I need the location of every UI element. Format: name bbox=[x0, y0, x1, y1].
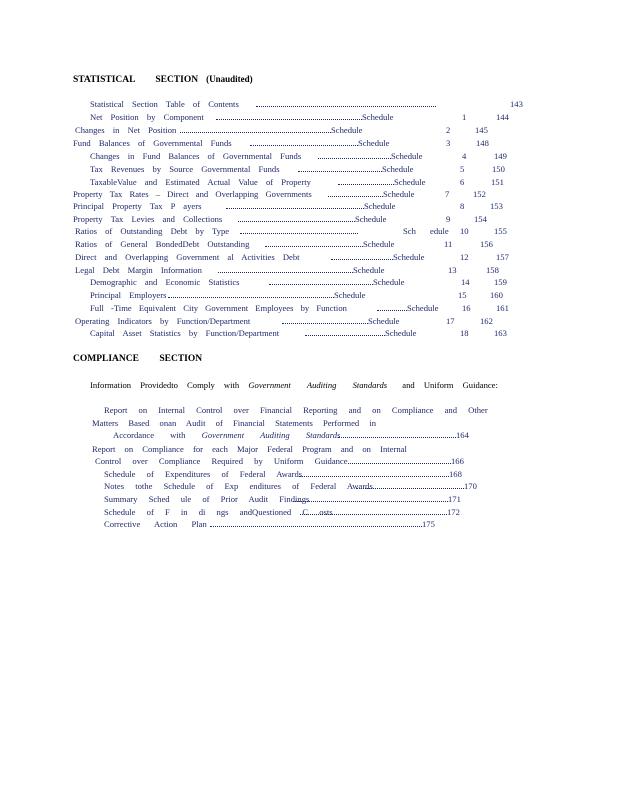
toc-entry-page: 145 bbox=[475, 125, 488, 135]
toc-row-capital-asset[interactable] bbox=[0, 328, 618, 339]
compliance-row-internal-control-3[interactable] bbox=[0, 430, 618, 441]
toc-entry-number: 15 bbox=[458, 290, 467, 300]
toc-entry-number: 3 bbox=[446, 138, 451, 148]
compliance-entry-title: Schedule of Expenditures of Federal Awards bbox=[104, 469, 303, 479]
statistical-section-heading bbox=[73, 74, 253, 85]
toc-row-statistical-contents[interactable] bbox=[0, 99, 618, 110]
compliance-entry-title: Report on Compliance for each Major Federal Program and on Internal bbox=[92, 444, 407, 454]
toc-entry-page: 144 bbox=[496, 112, 509, 122]
dot-leader bbox=[298, 171, 382, 172]
toc-row-operating-indicators[interactable] bbox=[0, 316, 618, 327]
toc-entry-schedule: Schedule bbox=[353, 265, 385, 275]
toc-row-taxable-value[interactable] bbox=[0, 177, 618, 188]
compliance-row-expenditures[interactable] bbox=[0, 469, 618, 480]
compliance-entry-title: Control over Compliance Required by Uniform Guidance bbox=[95, 456, 348, 466]
toc-entry-page: 156 bbox=[480, 239, 493, 249]
dot-leader bbox=[356, 488, 464, 489]
toc-entry-schedule: Schedule bbox=[383, 189, 415, 199]
toc-entry-page: 162 bbox=[480, 316, 493, 326]
toc-entry-number: 18 bbox=[460, 328, 469, 338]
toc-entry-schedule: Schedule bbox=[355, 214, 387, 224]
toc-entry-number: 1 bbox=[462, 112, 467, 122]
toc-entry-page: 152 bbox=[473, 189, 486, 199]
toc-entry-schedule: Schedule bbox=[368, 316, 400, 326]
dot-leader bbox=[377, 310, 407, 311]
toc-entry-page: 150 bbox=[492, 164, 505, 174]
compliance-row-notes[interactable] bbox=[0, 481, 618, 492]
dot-leader bbox=[168, 297, 334, 298]
toc-entry-title: Ratios of Outstanding Debt by Type bbox=[75, 226, 230, 236]
toc-entry-number: 4 bbox=[462, 151, 467, 161]
toc-row-ratios-outstanding-debt[interactable] bbox=[0, 226, 618, 237]
toc-row-principal-taxpayers[interactable] bbox=[0, 201, 618, 212]
compliance-section-heading bbox=[73, 354, 202, 364]
compliance-row-internal-control-1[interactable] bbox=[0, 405, 618, 416]
toc-entry-page: 157 bbox=[496, 252, 509, 262]
compliance-section-title: COMPLIANCE SECTION bbox=[73, 354, 203, 364]
compliance-row-corrective-action[interactable] bbox=[0, 519, 618, 530]
compliance-intro-prefix: Information Providedto Comply with bbox=[90, 380, 240, 390]
compliance-entry-page: 164 bbox=[456, 430, 469, 440]
compliance-row-major-program-1 bbox=[0, 444, 618, 455]
dot-leader bbox=[282, 323, 368, 324]
toc-entry-schedule: Schedule bbox=[363, 239, 395, 249]
compliance-entry-title: Schedule of F in di ngs andQuestioned C osts bbox=[104, 507, 333, 517]
compliance-intro-suffix: and Uniform Guidance: bbox=[402, 380, 498, 390]
toc-entry-title: Changes in Fund Balances of Governmental Funds bbox=[90, 151, 302, 161]
dot-leader bbox=[338, 184, 394, 185]
dot-leader bbox=[210, 526, 422, 527]
toc-entry-title: Statistical Section Table of Contents bbox=[90, 99, 239, 109]
toc-entry-number: 8 bbox=[460, 201, 465, 211]
dot-leader bbox=[318, 158, 391, 159]
toc-entry-number: 2 bbox=[446, 125, 451, 135]
compliance-entry-page: 170 bbox=[464, 481, 477, 491]
toc-entry-schedule: Schedule bbox=[382, 164, 414, 174]
compliance-entry-page: 166 bbox=[451, 456, 464, 466]
toc-entry-number: 11 bbox=[444, 239, 453, 249]
toc-entry-number: 9 bbox=[446, 214, 451, 224]
toc-entry-schedule: Schedule bbox=[385, 328, 417, 338]
toc-entry-schedule: Sch edule bbox=[403, 226, 449, 236]
toc-row-changes-fund-balances[interactable] bbox=[0, 151, 618, 162]
toc-row-legal-debt-margin[interactable] bbox=[0, 265, 618, 276]
toc-row-changes-net-position[interactable] bbox=[0, 125, 618, 136]
toc-entry-title: Property Tax Levies and Collections bbox=[73, 214, 223, 224]
toc-entry-number: 7 bbox=[445, 189, 450, 199]
toc-entry-title: Operating Indicators by Function/Department bbox=[75, 316, 251, 326]
toc-row-principal-employers[interactable] bbox=[0, 290, 618, 301]
toc-entry-title: Direct and Overlapping Government al Activities Debt bbox=[75, 252, 300, 262]
toc-entry-schedule: Schedule bbox=[331, 125, 363, 135]
dot-leader bbox=[238, 221, 355, 222]
toc-entry-title: Tax Revenues by Source Governmental Funds bbox=[90, 164, 280, 174]
toc-entry-page: 143 bbox=[510, 99, 523, 109]
toc-entry-schedule: Schedule bbox=[373, 277, 405, 287]
toc-entry-schedule: Schedule bbox=[364, 201, 396, 211]
compliance-row-internal-control-2 bbox=[0, 418, 618, 429]
compliance-entry-page: 172 bbox=[447, 507, 460, 517]
dot-leader bbox=[218, 272, 353, 273]
toc-row-demographic[interactable] bbox=[0, 277, 618, 288]
toc-entry-title: Legal Debt Margin Information bbox=[75, 265, 202, 275]
toc-entry-page: 155 bbox=[494, 226, 507, 236]
toc-entry-title: Demographic and Economic Statistics bbox=[90, 277, 240, 287]
compliance-entry-title: Report on Internal Control over Financial Reporting and on Compliance and Other bbox=[104, 405, 488, 415]
compliance-intro bbox=[90, 380, 498, 390]
toc-entry-page: 161 bbox=[496, 303, 509, 313]
toc-entry-title: Principal Property Tax P ayers bbox=[73, 201, 202, 211]
dot-leader bbox=[269, 284, 373, 285]
toc-row-fund-balances[interactable] bbox=[0, 138, 618, 149]
toc-row-fte-employees[interactable] bbox=[0, 303, 618, 314]
compliance-entry-title: Summary Sched ule of Prior Audit Findings bbox=[104, 494, 310, 504]
compliance-intro-italic: Government Auditing Standards bbox=[248, 380, 388, 390]
dot-leader bbox=[328, 196, 383, 197]
toc-entry-number: 17 bbox=[446, 316, 455, 326]
toc-entry-title: Fund Balances of Governmental Funds bbox=[73, 138, 232, 148]
toc-entry-number: 6 bbox=[460, 177, 465, 187]
dot-leader bbox=[216, 119, 362, 120]
dot-leader bbox=[305, 335, 385, 336]
dot-leader bbox=[250, 145, 358, 146]
toc-entry-schedule: Schedule bbox=[394, 177, 426, 187]
toc-entry-number: 16 bbox=[462, 303, 471, 313]
toc-entry-page: 163 bbox=[494, 328, 507, 338]
compliance-row-major-program-2[interactable] bbox=[0, 456, 618, 467]
toc-entry-schedule: Schedule bbox=[391, 151, 423, 161]
toc-row-property-tax-rates[interactable] bbox=[0, 189, 618, 200]
toc-entry-schedule: Schedule bbox=[358, 138, 390, 148]
dot-leader bbox=[240, 233, 358, 234]
compliance-entry-page: 171 bbox=[448, 494, 461, 504]
toc-entry-page: 151 bbox=[491, 177, 504, 187]
toc-entry-schedule: Schedule bbox=[393, 252, 425, 262]
toc-entry-title: Full -Time Equivalent City Government Employees by Function bbox=[90, 303, 347, 313]
compliance-entry-title: Notes tothe Schedule of Exp enditures of Federal Awards bbox=[104, 481, 373, 491]
dot-leader bbox=[256, 106, 436, 107]
toc-entry-title: TaxableValue and Estimated Actual Value of Property bbox=[90, 177, 311, 187]
toc-row-tax-revenues[interactable] bbox=[0, 164, 618, 175]
compliance-entry-title: Accordance with Government Auditing Standards bbox=[113, 430, 341, 440]
dot-leader bbox=[348, 463, 451, 464]
toc-entry-title: Changes in Net Position bbox=[75, 125, 177, 135]
compliance-row-prior-findings[interactable] bbox=[0, 494, 618, 505]
dot-leader bbox=[300, 514, 447, 515]
dot-leader bbox=[331, 259, 393, 260]
compliance-entry-title: Matters Based onan Audit of Financial Statements Performed in bbox=[92, 418, 377, 428]
toc-entry-title: Net Position by Component bbox=[90, 112, 204, 122]
toc-entry-number: 5 bbox=[460, 164, 465, 174]
toc-entry-number: 12 bbox=[460, 252, 469, 262]
unaudited-note: (Unaudited) bbox=[206, 74, 253, 84]
toc-entry-title: Property Tax Rates – Direct and Overlapping Governments bbox=[73, 189, 312, 199]
toc-entry-number: 13 bbox=[448, 265, 457, 275]
dot-leader bbox=[226, 208, 364, 209]
toc-entry-number: 14 bbox=[461, 277, 470, 287]
toc-entry-title: Capital Asset Statistics by Function/Department bbox=[90, 328, 280, 338]
toc-entry-schedule: Schedule bbox=[362, 112, 394, 122]
toc-entry-page: 159 bbox=[494, 277, 507, 287]
statistical-section-title: STATISTICAL SECTION bbox=[73, 75, 199, 85]
toc-entry-page: 158 bbox=[486, 265, 499, 275]
toc-row-ratios-general-debt[interactable] bbox=[0, 239, 618, 250]
dot-leader bbox=[293, 501, 448, 502]
toc-entry-page: 154 bbox=[474, 214, 487, 224]
compliance-entry-title: Corrective Action Plan bbox=[104, 519, 207, 529]
compliance-entry-page: 168 bbox=[449, 469, 462, 479]
toc-entry-schedule: Schedule bbox=[407, 303, 439, 313]
toc-entry-number: 10 bbox=[460, 226, 469, 236]
toc-row-net-position[interactable] bbox=[0, 112, 618, 123]
toc-row-overlapping-debt[interactable] bbox=[0, 252, 618, 263]
toc-entry-page: 160 bbox=[490, 290, 503, 300]
dot-leader bbox=[265, 246, 363, 247]
toc-entry-schedule: Schedule bbox=[334, 290, 366, 300]
dot-leader bbox=[338, 437, 456, 438]
toc-entry-page: 153 bbox=[490, 201, 503, 211]
toc-entry-title: Principal Employers bbox=[90, 290, 167, 300]
compliance-entry-page: 175 bbox=[422, 519, 435, 529]
dot-leader bbox=[299, 476, 449, 477]
toc-entry-page: 149 bbox=[494, 151, 507, 161]
toc-entry-page: 148 bbox=[476, 138, 489, 148]
compliance-row-findings-costs[interactable] bbox=[0, 507, 618, 518]
toc-row-property-tax-levies[interactable] bbox=[0, 214, 618, 225]
toc-entry-title: Ratios of General BondedDebt Outstanding bbox=[75, 239, 250, 249]
dot-leader bbox=[180, 132, 331, 133]
